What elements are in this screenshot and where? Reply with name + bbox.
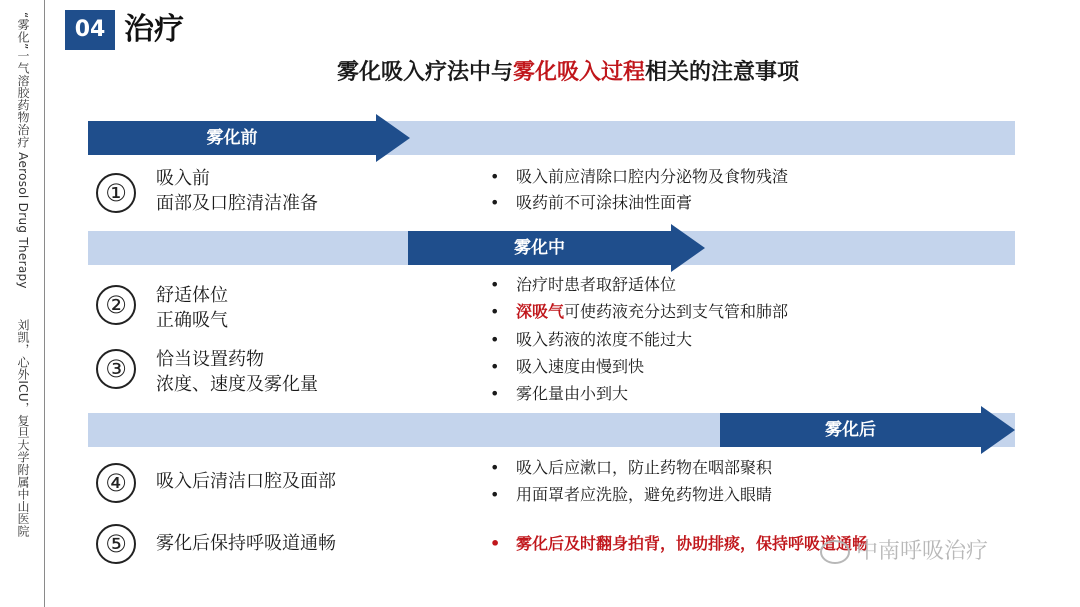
- bullet-dot: •: [490, 485, 500, 504]
- bullet-item-emphasis: • 雾化后及时翻身拍背，协助排痰，保持呼吸道通畅: [490, 531, 868, 557]
- section-number-badge: 04: [65, 10, 115, 50]
- bullet-highlight: 深吸气: [516, 302, 565, 321]
- page-title: [0, 56, 1080, 90]
- step-4-line-1: 吸入后清洁口腔及面部: [156, 471, 336, 492]
- bullet-dot: •: [490, 167, 500, 186]
- bullet-item: • 治疗时患者取舒适体位: [490, 272, 676, 298]
- step-2-line-1: 舒适体位: [156, 285, 228, 306]
- bullet-item: • 吸入速度由慢到快: [490, 354, 644, 380]
- step-2-text: [156, 283, 228, 333]
- bullet-item: • 用面罩者应洗脸，避免药物进入眼睛: [490, 482, 772, 508]
- step-3-line-2: 浓度、速度及雾化量: [156, 374, 318, 395]
- bullet-item: • 深吸气可使药液充分达到支气管和肺部: [490, 299, 788, 325]
- title-highlight: 雾化吸入过程: [512, 60, 645, 85]
- bullet-dot: •: [490, 275, 500, 294]
- step-3-line-1: 恰当设置药物: [156, 349, 264, 370]
- bullet-dot: •: [490, 193, 500, 212]
- bullet-dot: •: [490, 384, 500, 403]
- step-1-text: [156, 166, 318, 216]
- sidebar-course-title: “雾化”一气溶胶药物治疗 Aerosol Drug Therapy: [16, 12, 30, 289]
- title-part-2: 相关的注意事项: [645, 60, 800, 85]
- sidebar-caption: [8, 12, 38, 597]
- step-1-line-1: 吸入前: [156, 168, 210, 189]
- step-4-text: [156, 469, 336, 494]
- step-1-line-2: 面部及口腔清洁准备: [156, 193, 318, 214]
- step-number-2: ②: [96, 285, 136, 325]
- sidebar-author: 刘凯，心外ICU，复旦大学附属中山医院: [16, 318, 30, 538]
- step-number-1: ①: [96, 173, 136, 213]
- phase-label-before: 雾化前: [206, 128, 258, 148]
- step-5-line-1: 雾化后保持呼吸道通畅: [156, 533, 336, 554]
- step-number-4: ④: [96, 463, 136, 503]
- section-title: 治疗: [124, 12, 184, 47]
- step-2-line-2: 正确吸气: [156, 310, 228, 331]
- bullet-item: • 雾化量由小到大: [490, 381, 628, 407]
- step-5-text: [156, 531, 336, 556]
- bullet-dot: •: [490, 302, 500, 321]
- bullet-dot: •: [490, 330, 500, 349]
- bullet-item: • 吸入前应清除口腔内分泌物及食物残渣: [490, 164, 788, 190]
- watermark-text: 中南呼吸治疗: [856, 539, 989, 564]
- watermark: [820, 537, 988, 567]
- step-number-5: ⑤: [96, 524, 136, 564]
- phase-label-during: 雾化中: [514, 238, 565, 258]
- bullet-item: • 吸入后应漱口，防止药物在咽部聚积: [490, 455, 772, 481]
- wechat-icon: [820, 540, 850, 564]
- step-number-3: ③: [96, 349, 136, 389]
- sidebar-divider: [44, 0, 45, 607]
- phase-label-after: 雾化后: [825, 420, 876, 440]
- bullet-item: • 吸药前不可涂抹油性面膏: [490, 190, 692, 216]
- step-3-text: [156, 347, 318, 397]
- bullet-dot: •: [490, 458, 500, 477]
- title-part-1: 雾化吸入疗法中与: [336, 60, 513, 85]
- bullet-dot: •: [490, 534, 501, 553]
- bullet-item: • 吸入药液的浓度不能过大: [490, 327, 692, 353]
- sidebar: [0, 0, 56, 607]
- bullet-dot: •: [490, 357, 500, 376]
